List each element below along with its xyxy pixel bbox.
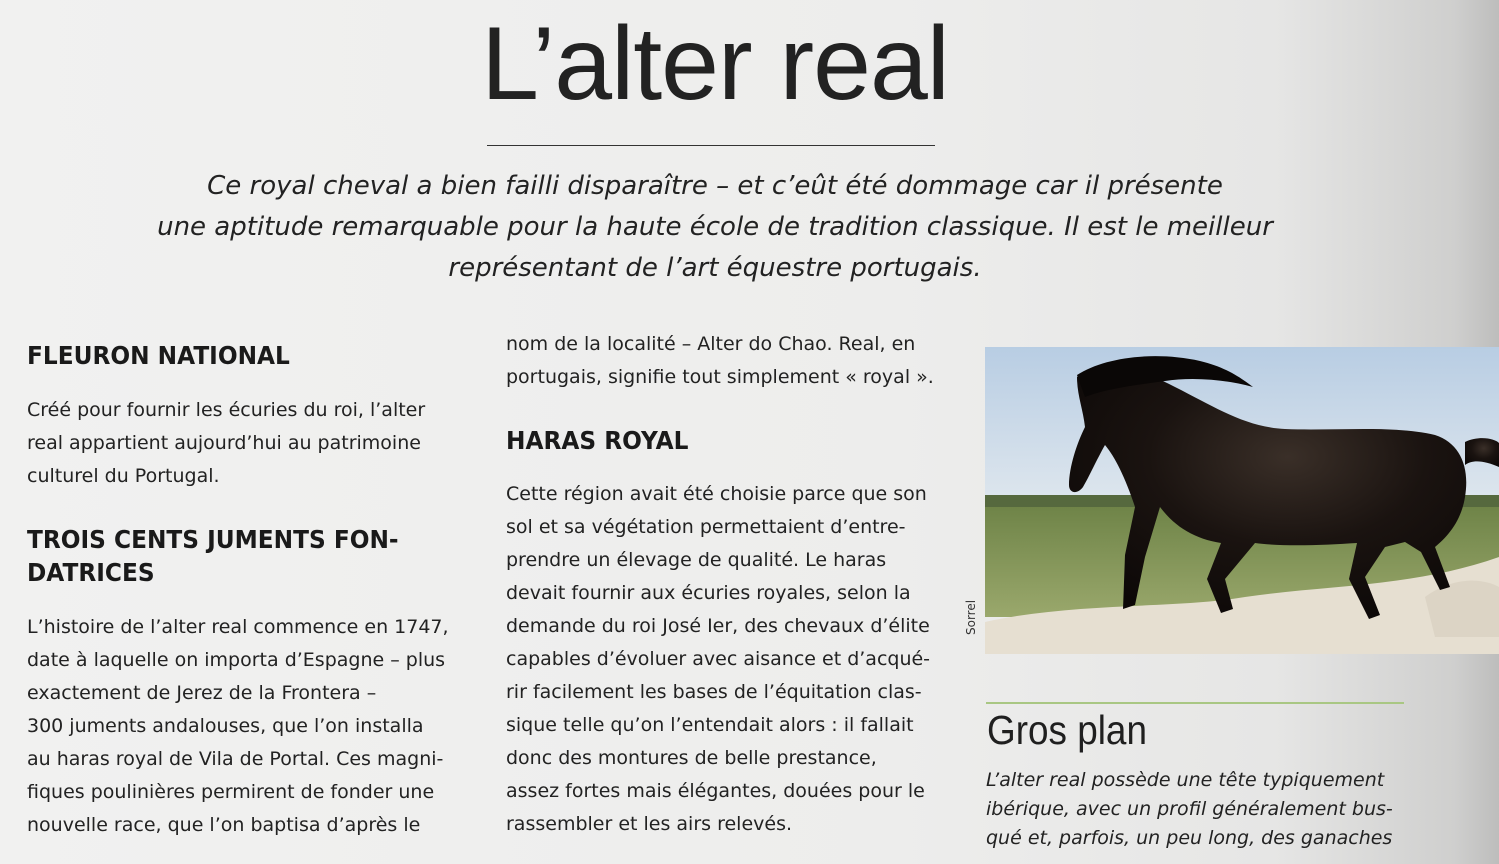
text-line: sique telle qu’on l’entendait alors : il fallait bbox=[506, 714, 914, 736]
text-line: prendre un élevage de qualité. Le haras bbox=[506, 549, 887, 571]
intro-line: une aptitude remarquable pour la haute école de tradition classique. Il est le meilleur bbox=[157, 212, 1273, 242]
text-line: nouvelle race, que l’on baptisa d’après le bbox=[27, 814, 421, 836]
photo-credit: Sorrel bbox=[964, 599, 978, 635]
text-line: qué et, parfois, un peu long, des ganaches bbox=[986, 827, 1393, 849]
text-line: nom de la localité – Alter do Chao. Real, en bbox=[506, 333, 916, 355]
text-line: rir facilement les bases de l’équitation clas- bbox=[506, 681, 922, 703]
heading-haras-royal: HARAS ROYAL bbox=[506, 426, 689, 455]
text-line: exactement de Jerez de la Frontera – bbox=[27, 682, 377, 704]
text-line: L’histoire de l’alter real commence en 1747, bbox=[27, 616, 449, 638]
heading-trois-cents-juments bbox=[27, 523, 399, 589]
text-line: sol et sa végétation permettaient d’entre- bbox=[506, 516, 906, 538]
heading-fleuron-national: FLEURON NATIONAL bbox=[27, 341, 290, 370]
text-line: L’alter real possède une tête typiquement bbox=[986, 769, 1385, 791]
paragraph-fleuron bbox=[27, 394, 425, 493]
text-line: donc des montures de belle prestance, bbox=[506, 747, 877, 769]
gros-plan-divider bbox=[986, 702, 1404, 704]
text-line: portugais, signifie tout simplement « royal ». bbox=[506, 366, 934, 388]
gros-plan-text bbox=[986, 766, 1416, 853]
article-title: L’alter real bbox=[481, 6, 949, 122]
text-line: 300 juments andalouses, que l’on installa bbox=[27, 715, 424, 737]
text-line: Cette région avait été choisie parce que son bbox=[506, 483, 927, 505]
paragraph-haras bbox=[506, 478, 930, 841]
text-line: devait fournir aux écuries royales, selon la bbox=[506, 582, 911, 604]
horse-photo-illustration bbox=[985, 347, 1499, 654]
horse-photo bbox=[985, 347, 1499, 654]
text-line: date à laquelle on importa d’Espagne – plus bbox=[27, 649, 446, 671]
text-line: au haras royal de Vila de Portal. Ces magni- bbox=[27, 748, 444, 770]
paragraph-juments bbox=[27, 611, 449, 842]
intro-line: représentant de l’art équestre portugais. bbox=[448, 253, 982, 283]
heading-line: DATRICES bbox=[27, 558, 155, 587]
intro-paragraph bbox=[90, 166, 1340, 289]
text-line: demande du roi José Ier, des chevaux d’élite bbox=[506, 615, 930, 637]
paragraph-continuation bbox=[506, 328, 934, 394]
gros-plan-title: Gros plan bbox=[987, 707, 1147, 753]
intro-line: Ce royal cheval a bien failli disparaître – et c’eût été dommage car il présente bbox=[207, 171, 1223, 201]
text-line: fiques poulinières permirent de fonder une bbox=[27, 781, 435, 803]
text-line: real appartient aujourd’hui au patrimoine bbox=[27, 432, 421, 454]
text-line: ibérique, avec un profil généralement bus- bbox=[986, 798, 1393, 820]
text-line: culturel du Portugal. bbox=[27, 465, 220, 487]
text-line: capables d’évoluer avec aisance et d’acqué- bbox=[506, 648, 931, 670]
text-line: rassembler et les airs relevés. bbox=[506, 813, 793, 835]
text-line: assez fortes mais élégantes, douées pour le bbox=[506, 780, 925, 802]
heading-line: TROIS CENTS JUMENTS FON- bbox=[27, 525, 399, 554]
text-line: Créé pour fournir les écuries du roi, l’alter bbox=[27, 399, 426, 421]
title-divider bbox=[487, 145, 935, 146]
